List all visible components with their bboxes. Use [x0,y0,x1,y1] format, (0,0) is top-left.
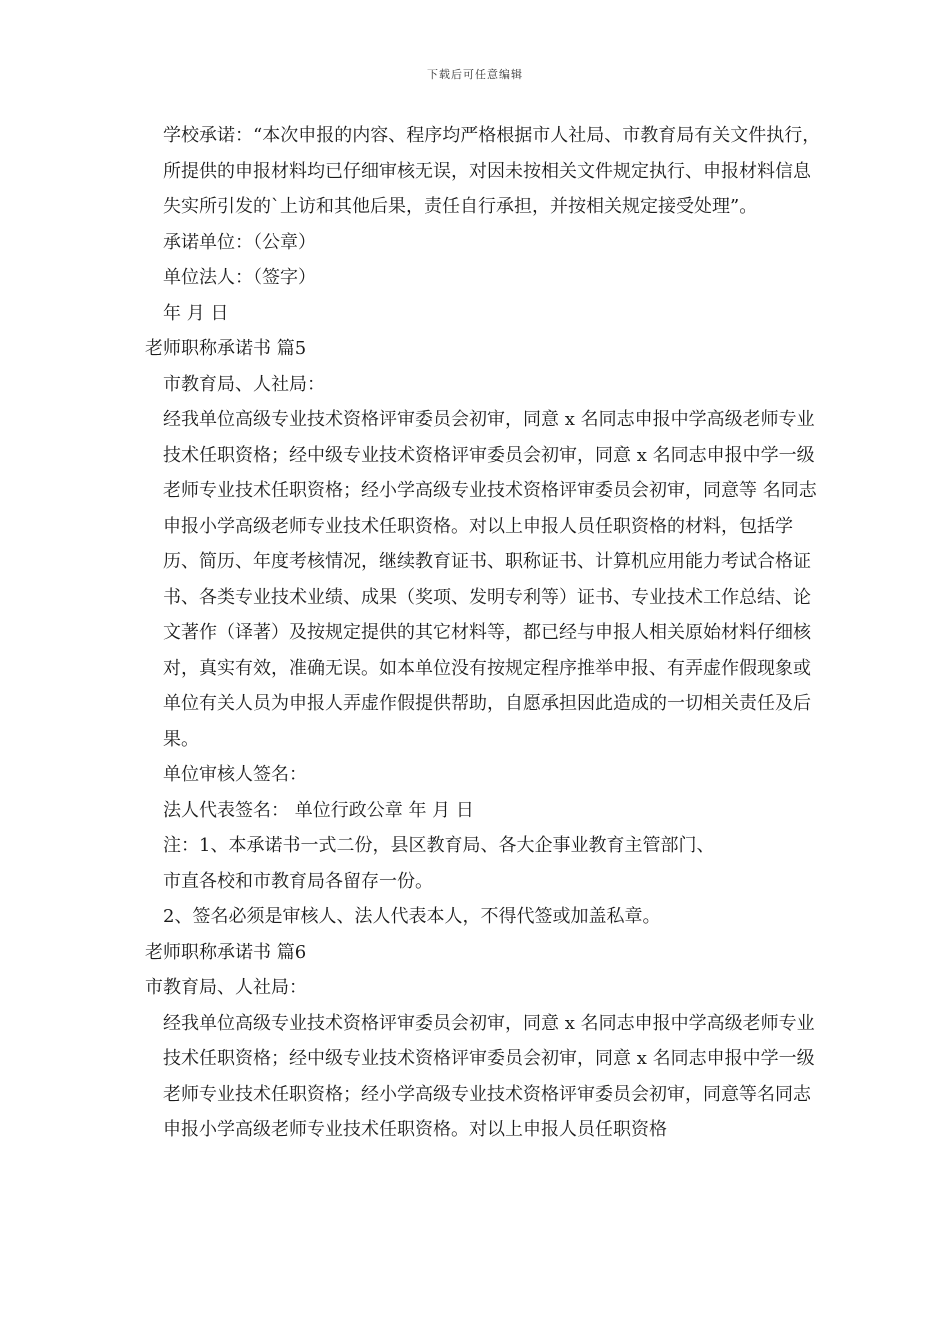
unit-legal-person-line: 单位法人：（签字） [163,267,316,288]
section5-reviewer-sign: 单位审核人签名： [163,764,307,785]
section6-title: 老师职称承诺书 篇6 [145,941,307,963]
date-line: 年 月 日 [163,302,229,324]
section6-addressee: 市教育局、人社局： [145,977,307,998]
section5-body: 经我单位高级专业技术资格评审委员会初审，同意 x 名同志申报中学高级老师专业技术任职资格；经中级专业技术资格评审委员会初审，同意 x 名同志申报中学一级老师专业技术任职资格；经小学高级专业技术资格评审委员会初审，同意等 名同志申报小学高级老师专业技术任职资格。对以上申报人员任职资格的材料，包括学历、简历、年度考核情况，继续教育证书、职称证书、计算机应用能力考试合格证书、各类专业技术业绩、成果（奖项、发明专利等）证书、专业技术工作总结、论文著作（译著）及按规定提供的其它材料等，都已经与申报人相关原始材料仔细核对，真实有效，准确无误。如本单位没有按规定程序推举申报、有弄虚作假现象或单位有关人员为申报人弄虚作假提供帮助，自愿承担因此造成的一切相关责任及后果。 [163,409,817,750]
section5-note1-cont: 市直各校和市教育局各留存一份。 [163,870,433,892]
section5-note1: 注：1、本承诺书一式二份，县区教育局、各大企事业教育主管部门、 [163,835,715,856]
header-note: 下载后可任意编辑 [427,68,523,81]
section5-legal-rep-sign: 法人代表签名： 单位行政公章 年 月 日 [163,799,474,821]
section6-body: 经我单位高级专业技术资格评审委员会初审，同意 x 名同志申报中学高级老师专业技术任职资格；经中级专业技术资格评审委员会初审，同意 x 名同志申报中学一级老师专业技术任职资格；经小学高级专业技术资格评审委员会初审，同意等名同志申报小学高级老师专业技术任职资格。对以上申报人员任职资格 [163,1012,815,1140]
section5-note2: 2、签名必须是审核人、法人代表本人，不得代签或加盖私章。 [163,906,661,927]
school-promise-paragraph: 学校承诺：“本次申报的内容、程序均严格根据市人社局、市教育局有关文件执行，所提供的申报材料均已仔细审核无误，对因未按相关文件规定执行、申报材料信息失实所引发的`上访和其他后果，责任自行承担，并按相关规定接受处理”。 [163,125,821,217]
promise-unit-line: 承诺单位：（公章） [163,231,316,253]
section5-addressee: 市教育局、人社局： [163,373,325,395]
section5-title: 老师职称承诺书 篇5 [145,338,307,359]
document-body [145,118,825,1148]
